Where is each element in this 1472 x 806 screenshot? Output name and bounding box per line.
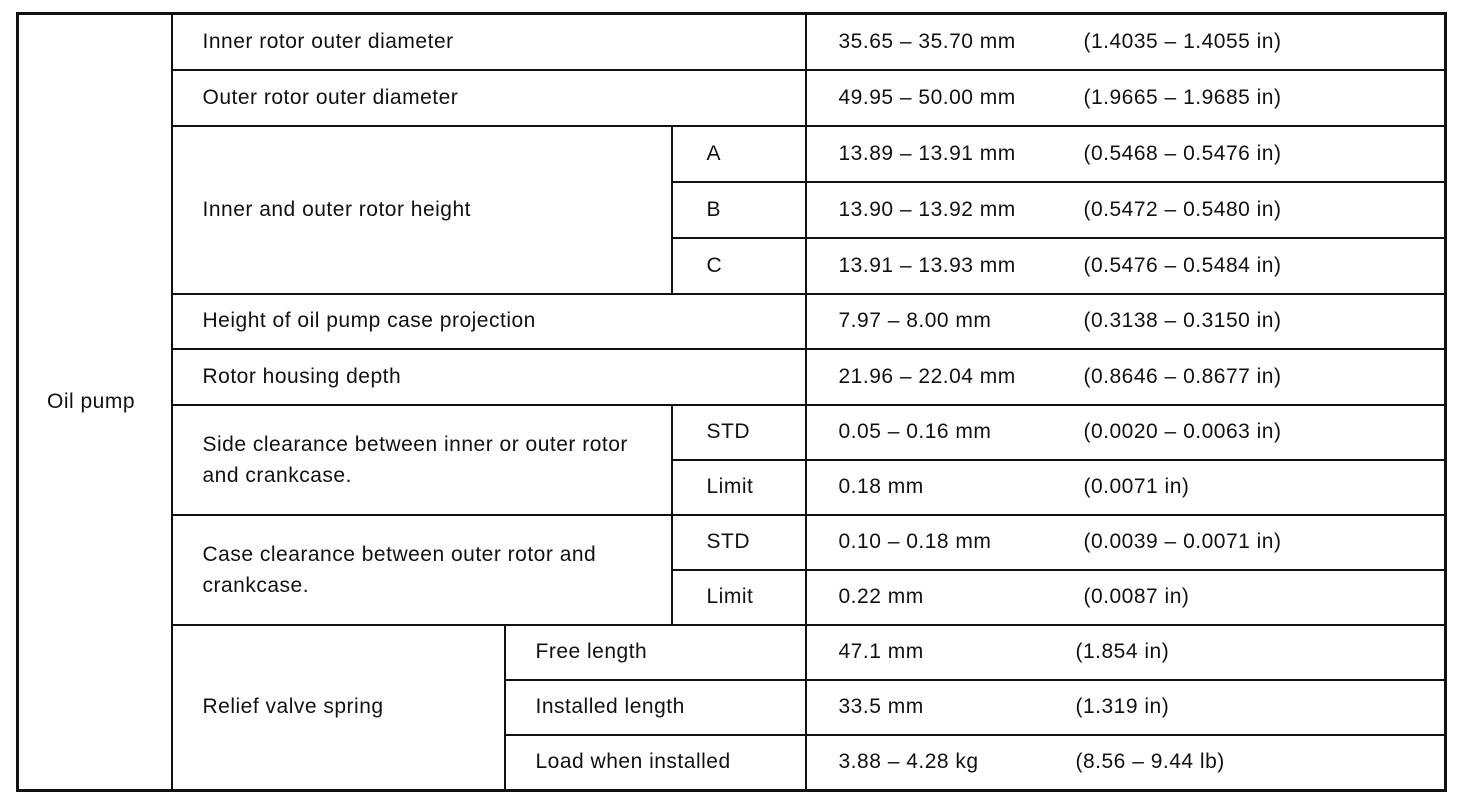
spec-value-mm: 7.97 – 8.00 mm [806,294,1076,349]
spec-item: Outer rotor outer diameter [172,70,806,126]
table-row [18,14,1446,70]
spec-item: Relief valve spring [172,625,505,791]
sub-label: Installed length [505,680,806,735]
sub-label: STD [672,405,806,460]
spec-item: Side clearance between inner or outer rotor and crankcase. [172,405,672,515]
sub-label: C [672,238,806,294]
spec-value-mm: 3.88 – 4.28 kg [806,735,1076,791]
spec-item: Case clearance between outer rotor and crankcase. [172,515,672,625]
spec-value-mm: 33.5 mm [806,680,1076,735]
table-row [18,515,1446,570]
sub-label: Limit [672,460,806,515]
spec-value-mm: 47.1 mm [806,625,1076,680]
spec-value-inch: (8.56 – 9.44 lb) [1076,735,1446,791]
sub-label: Limit [672,570,806,625]
spec-value-mm: 0.22 mm [806,570,1076,625]
table-row [18,625,1446,680]
table-row [18,294,1446,349]
spec-value-mm: 13.91 – 13.93 mm [806,238,1076,294]
spec-value-mm: 35.65 – 35.70 mm [806,14,1076,70]
spec-value-mm: 0.10 – 0.18 mm [806,515,1076,570]
spec-item: Rotor housing depth [172,349,806,405]
group-label: Oil pump [18,14,172,791]
table-row [18,405,1446,460]
oil-pump-spec-table [16,12,1447,792]
sub-label: STD [672,515,806,570]
spec-value-inch: (0.0087 in) [1076,570,1446,625]
table-row [18,349,1446,405]
spec-value-inch: (0.5468 – 0.5476 in) [1076,126,1446,182]
spec-value-inch: (1.854 in) [1076,625,1446,680]
spec-item: Inner and outer rotor height [172,126,672,294]
spec-value-inch: (0.0071 in) [1076,460,1446,515]
spec-value-inch: (1.9665 – 1.9685 in) [1076,70,1446,126]
spec-item: Height of oil pump case projection [172,294,806,349]
spec-value-inch: (0.8646 – 0.8677 in) [1076,349,1446,405]
spec-value-mm: 13.89 – 13.91 mm [806,126,1076,182]
spec-value-mm: 0.05 – 0.16 mm [806,405,1076,460]
sub-label: A [672,126,806,182]
sub-label: Free length [505,625,806,680]
spec-value-mm: 49.95 – 50.00 mm [806,70,1076,126]
spec-value-mm: 21.96 – 22.04 mm [806,349,1076,405]
table-row [18,70,1446,126]
table-row [18,126,1446,182]
spec-value-inch: (0.0020 – 0.0063 in) [1076,405,1446,460]
sub-label: B [672,182,806,238]
spec-value-mm: 13.90 – 13.92 mm [806,182,1076,238]
spec-value-mm: 0.18 mm [806,460,1076,515]
spec-item: Inner rotor outer diameter [172,14,806,70]
spec-value-inch: (0.3138 – 0.3150 in) [1076,294,1446,349]
spec-value-inch: (1.319 in) [1076,680,1446,735]
spec-value-inch: (1.4035 – 1.4055 in) [1076,14,1446,70]
spec-value-inch: (0.5472 – 0.5480 in) [1076,182,1446,238]
spec-value-inch: (0.5476 – 0.5484 in) [1076,238,1446,294]
sub-label: Load when installed [505,735,806,791]
spec-value-inch: (0.0039 – 0.0071 in) [1076,515,1446,570]
